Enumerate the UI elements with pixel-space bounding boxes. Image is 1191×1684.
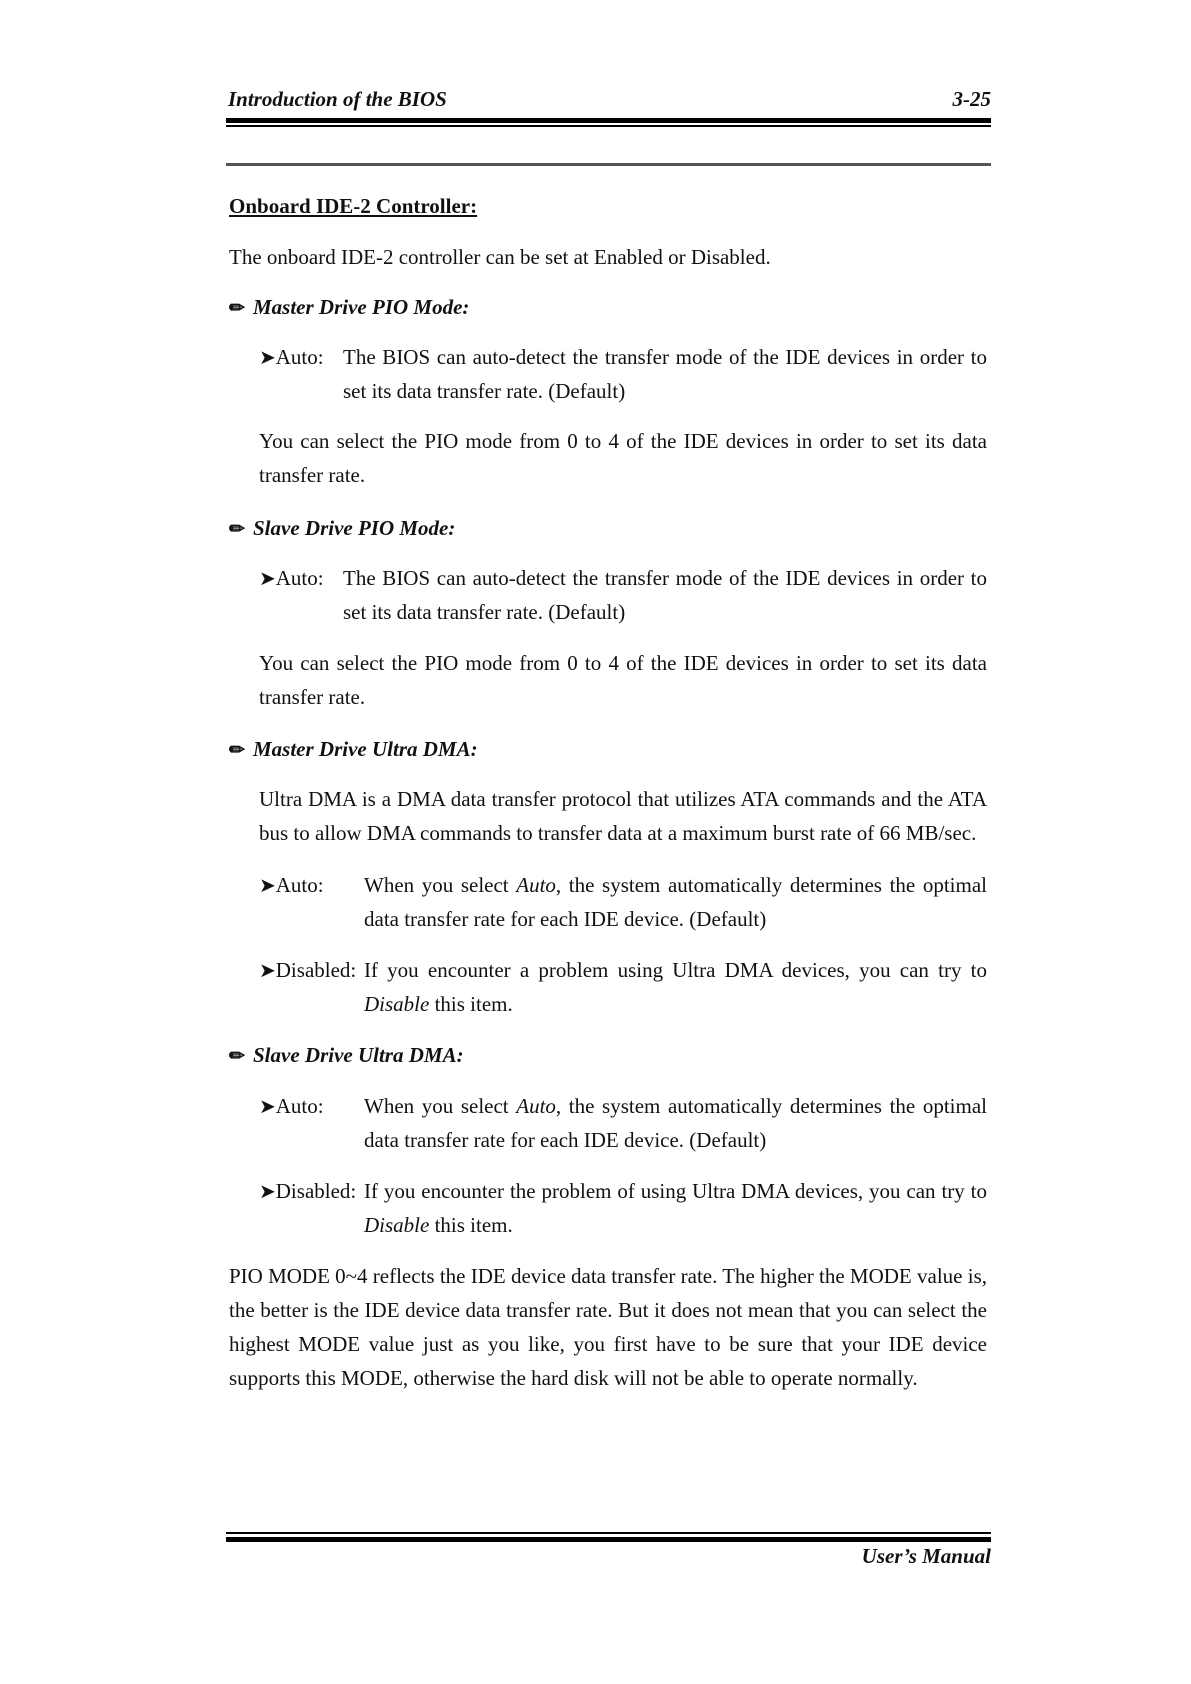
emphasis-auto: Auto: [516, 873, 556, 897]
pencil-icon: ✏: [229, 740, 245, 761]
note-slave-pio: You can select the PIO mode from 0 to 4 of the IDE devices in order to set its data transfer rate.: [259, 651, 987, 709]
heading-slave-udma-text: Slave Drive Ultra DMA:: [253, 1043, 464, 1067]
section-title: Onboard IDE-2 Controller:: [229, 194, 478, 218]
footer-rule-thick: [226, 1537, 991, 1542]
option-description: When you select Auto, the system automatically determines the optimal data transfer rate for each IDE device. (Default): [364, 873, 987, 931]
option-description: The BIOS can auto-detect the transfer mode of the IDE devices in order to set its data transfer rate. (Default): [343, 566, 987, 624]
option-description: When you select Auto, the system automatically determines the optimal data transfer rate for each IDE device. (Default): [364, 1094, 987, 1152]
option-master-udma-auto: [259, 868, 987, 936]
intro-paragraph: The onboard IDE-2 controller can be set at Enabled or Disabled.: [229, 245, 771, 269]
pencil-icon: ✏: [229, 1046, 245, 1067]
arrow-icon: ➤: [259, 1096, 276, 1118]
arrow-icon: ➤: [259, 568, 276, 590]
emphasis-disable: Disable: [364, 1213, 430, 1237]
arrow-icon: ➤: [259, 875, 276, 897]
note-master-pio: You can select the PIO mode from 0 to 4 of the IDE devices in order to set its data transfer rate.: [259, 429, 987, 487]
pencil-icon: ✏: [229, 298, 245, 319]
option-slave-udma-disabled: [259, 1174, 987, 1242]
emphasis-disable: Disable: [364, 992, 430, 1016]
header-title: Introduction of the BIOS: [228, 87, 447, 111]
option-master-pio-auto: [259, 340, 987, 408]
option-master-udma-disabled: [259, 953, 987, 1021]
arrow-icon: ➤: [259, 347, 276, 369]
header-rule-thick: [226, 118, 991, 123]
closing-paragraph: PIO MODE 0~4 reflects the IDE device data transfer rate. The higher the MODE value is, the better is the IDE device data transfer rate. But it does not mean that you can select the highest MODE value just as you like, you first have to be sure that your IDE device supports this MODE, otherwise the hard disk will not be able to operate normally.: [229, 1264, 987, 1390]
option-slave-udma-auto: [259, 1089, 987, 1157]
option-description: If you encounter the problem of using Ultra DMA devices, you can try to Disable this item.: [364, 1179, 987, 1237]
option-description: The BIOS can auto-detect the transfer mode of the IDE devices in order to set its data transfer rate. (Default): [343, 345, 987, 403]
heading-master-udma-text: Master Drive Ultra DMA:: [253, 737, 478, 761]
option-label: Auto:: [275, 345, 324, 369]
heading-master-pio: [229, 290, 469, 326]
option-slave-pio-auto: [259, 561, 987, 629]
header-page-number: 3-25: [952, 87, 991, 111]
section-divider: [226, 163, 991, 166]
heading-master-udma: [229, 732, 478, 768]
heading-slave-pio-text: Slave Drive PIO Mode:: [253, 516, 456, 540]
heading-master-pio-text: Master Drive PIO Mode:: [253, 295, 470, 319]
option-label: Disabled:: [275, 1179, 357, 1203]
option-label: Auto:: [275, 1094, 324, 1118]
emphasis-auto: Auto: [516, 1094, 556, 1118]
option-label: Auto:: [275, 873, 324, 897]
option-label: Auto:: [275, 566, 324, 590]
footer-text: User’s Manual: [861, 1544, 991, 1568]
heading-slave-pio: [229, 511, 455, 547]
arrow-icon: ➤: [259, 960, 276, 982]
footer-rule-thin: [226, 1532, 991, 1534]
option-label: Disabled:: [275, 958, 357, 982]
pencil-icon: ✏: [229, 519, 245, 540]
heading-slave-udma: [229, 1038, 464, 1074]
intro-master-udma: Ultra DMA is a DMA data transfer protocol that utilizes ATA commands and the ATA bus to allow DMA commands to transfer data at a maximum burst rate of 66 MB/sec.: [259, 787, 987, 845]
arrow-icon: ➤: [259, 1181, 276, 1203]
option-description: If you encounter a problem using Ultra DMA devices, you can try to Disable this item.: [364, 958, 987, 1016]
header-rule-thin: [226, 125, 991, 127]
